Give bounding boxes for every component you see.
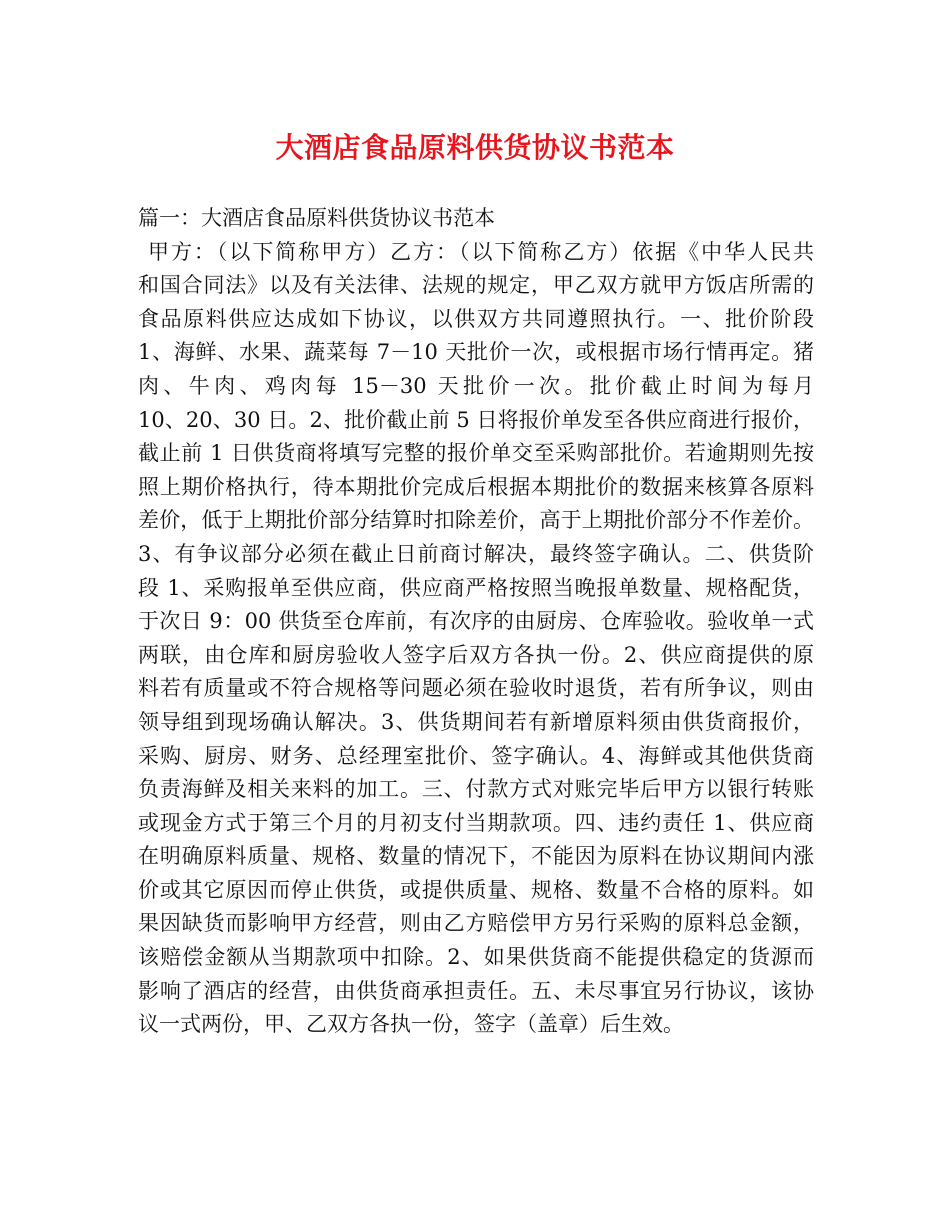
body-line: 于次日 9：00 供货至仓库前，有次序的由厨房、仓库验收。验收单一式 — [138, 609, 814, 634]
body-line: 3、有争议部分必须在截止日前商讨解决，最终签字确认。二、供货阶 — [138, 541, 814, 566]
body-line: 食品原料供应达成如下协议，以供双方共同遵照执行。一、批价阶段 — [138, 306, 814, 331]
body-line: 采购、厨房、财务、总经理室批价、签字确认。4、海鲜或其他供货商 — [138, 743, 814, 768]
body-line: 1、海鲜、水果、蔬菜每 7－10 天批价一次，或根据市场行情再定。猪 — [138, 340, 814, 365]
body-line: 肉、牛肉、鸡肉每 15－30 天批价一次。批价截止时间为每月 — [138, 373, 814, 398]
body-line: 负责海鲜及相关来料的加工。三、付款方式对账完毕后甲方以银行转账 — [138, 777, 814, 802]
body-line: 和国合同法》以及有关法律、法规的规定，甲乙双方就甲方饭店所需的 — [138, 273, 814, 298]
body-line: 截止前 1 日供货商将填写完整的报价单交至采购部批价。若逾期则先按 — [138, 441, 814, 466]
body-line: 照上期价格执行，待本期批价完成后根据本期批价的数据来核算各原料 — [138, 474, 814, 499]
body-line: 料若有质量或不符合规格等问题必须在验收时退货，若有所争议，则由 — [138, 676, 814, 701]
body-line: 两联，由仓库和厨房验收人签字后双方各执一份。2、供应商提供的原 — [138, 642, 814, 667]
body-line: 价或其它原因而停止供货，或提供质量、规格、数量不合格的原料。如 — [138, 877, 814, 902]
body-line: 段 1、采购报单至供应商，供应商严格按照当晚报单数量、规格配货， — [138, 575, 814, 600]
body-line: 果因缺货而影响甲方经营，则由乙方赔偿甲方另行采购的原料总金额， — [138, 911, 814, 936]
body-line: 差价，低于上期批价部分结算时扣除差价，高于上期批价部分不作差价。 — [138, 508, 814, 533]
body-line: 或现金方式于第三个月的月初支付当期款项。四、违约责任 1、供应商 — [138, 810, 814, 835]
body-line: 领导组到现场确认解决。3、供货期间若有新增原料须由供货商报价， — [138, 709, 814, 734]
document-title: 大酒店食品原料供货协议书范本 — [275, 131, 675, 164]
body-line: 10、20、30 日。2、批价截止前 5 日将报价单发至各供应商进行报价， — [138, 407, 814, 432]
body-line: 该赔偿金额从当期款项中扣除。2、如果供货商不能提供稳定的货源而 — [138, 945, 814, 970]
section-heading: 篇一：大酒店食品原料供货协议书范本 — [138, 206, 495, 230]
body-line: 在明确原料质量、规格、数量的情况下，不能因为原料在协议期间内涨 — [138, 844, 814, 869]
body-line: 议一式两份，甲、乙双方各执一份，签字（盖章）后生效。 — [138, 1012, 684, 1037]
document-body — [138, 202, 814, 1042]
body-line: 甲方：（以下简称甲方）乙方：（以下简称乙方）依据《中华人民共 — [148, 239, 814, 264]
body-line: 影响了酒店的经营，由供货商承担责任。五、未尽事宜另行协议，该协 — [138, 978, 814, 1003]
